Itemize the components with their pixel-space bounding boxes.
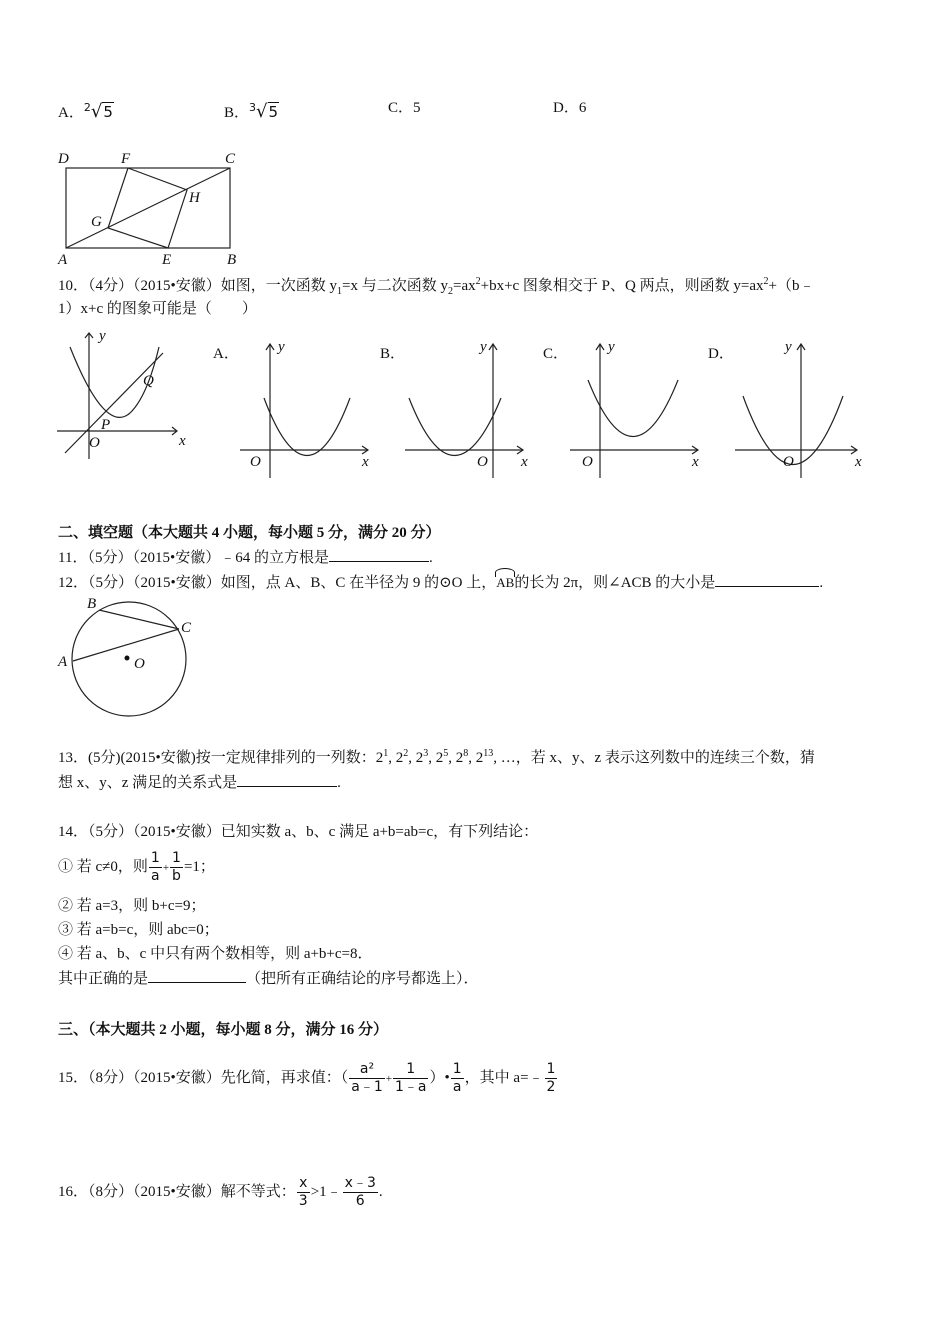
point-q-label: Q	[143, 373, 154, 389]
origin-label: O	[250, 454, 261, 470]
text: , …，若 x、y、z 表示这列数中的连续三个数，猜	[493, 750, 815, 766]
numerator: 1	[452, 1061, 462, 1078]
q10-option-a-label: A．	[213, 346, 239, 362]
sqrt-icon: √	[90, 101, 103, 122]
label-g: G	[91, 214, 102, 230]
text: 想 x、y、z 满足的关系式是	[58, 775, 238, 791]
text: .	[378, 1184, 383, 1200]
label-o: O	[134, 656, 145, 672]
denominator: 2	[546, 1079, 556, 1096]
text: =ax	[452, 278, 476, 294]
q16	[58, 1172, 383, 1212]
axis-y-label: y	[480, 339, 487, 355]
denominator: 1﹣a	[394, 1079, 427, 1096]
fraction	[343, 1175, 378, 1210]
q10-stem-line2: 1）x+c 的图象可能是（ ）	[58, 301, 257, 317]
denominator: 6	[355, 1193, 365, 1210]
q10-main-graph	[55, 325, 195, 465]
superscript: 5	[443, 748, 449, 759]
text: +bx+c 图象相交于 P、Q 两点，则函数 y=ax	[480, 278, 764, 294]
label-c: C	[181, 620, 192, 636]
fraction	[545, 1061, 558, 1096]
q10-option-d-graph	[735, 338, 875, 478]
subscript: 2	[447, 286, 453, 297]
q9-option-c	[388, 98, 421, 118]
text: , 2	[428, 750, 444, 766]
axis-x-label: x	[855, 454, 862, 470]
axis-x-label: x	[179, 433, 186, 449]
option-label: B．	[224, 105, 250, 121]
q14-stem: 14．（5分）（2015•安徽）已知实数 a、b、c 满足 a+b=ab=c，有下列结论：	[58, 824, 539, 840]
text: 13．(5分)(2015•安徽)按一定规律排列的一列数：2	[58, 750, 384, 766]
label-a: A	[58, 654, 68, 670]
q11-answer-blank[interactable]	[329, 547, 429, 562]
superscript: 8	[463, 748, 469, 759]
axis-x-label: x	[362, 454, 369, 470]
section-3-title: 三、（本大题共 2 小题，每小题 8 分，满分 16 分）	[58, 1022, 389, 1038]
superscript: 2	[475, 276, 481, 287]
q11-end: .	[428, 550, 433, 566]
q10-stem-line1	[58, 276, 814, 296]
arc-ab: AB	[496, 571, 514, 593]
fraction	[297, 1175, 310, 1210]
fraction	[170, 850, 183, 885]
superscript: 1	[383, 748, 389, 759]
label-d: D	[58, 151, 69, 167]
q13-line2	[58, 772, 341, 793]
text: 10．（4分）（2015•安徽）如图，一次函数 y	[58, 278, 338, 294]
origin-label: O	[783, 454, 794, 470]
numerator: 1	[546, 1061, 556, 1078]
label-h: H	[189, 190, 200, 206]
label-c: C	[225, 151, 236, 167]
sqrt-icon: √	[256, 101, 268, 122]
q13-answer-blank[interactable]	[237, 772, 337, 787]
point-p-label: P	[101, 417, 111, 433]
text: +（b﹣	[768, 278, 815, 294]
q10-option-d-label: D．	[708, 346, 734, 362]
q12-circle-figure	[55, 595, 205, 720]
q14-conclusion-4: ④ 若 a、b、c 中只有两个数相等，则 a+b+c=8．	[58, 946, 373, 962]
numerator: x﹣3	[344, 1175, 376, 1192]
text: ）•	[429, 1070, 450, 1086]
q12-text: 12．（5分）（2015•安徽）如图，点 A、B、C 在半径为 9 的⊙O 上，	[58, 575, 497, 591]
radical	[84, 103, 114, 121]
numerator: 1	[172, 850, 181, 867]
text: , 2	[388, 750, 404, 766]
label-b: B	[227, 252, 237, 268]
radicand: 5	[103, 103, 113, 121]
axis-x-label: x	[521, 454, 528, 470]
text: =x 与二次函数 y	[342, 278, 448, 294]
q11	[58, 547, 433, 568]
superscript: 2	[403, 748, 409, 759]
text: =1；	[183, 859, 215, 875]
superscript: 13	[483, 748, 494, 759]
section-2-title: 二、填空题（本大题共 4 小题，每小题 5 分，满分 20 分）	[58, 525, 441, 541]
text: ，其中 a=﹣	[464, 1070, 544, 1086]
q12-end: .	[819, 575, 824, 591]
fraction	[393, 1061, 429, 1096]
fraction	[451, 1061, 464, 1096]
axis-y-label: y	[785, 339, 792, 355]
option-value: 6	[578, 100, 587, 116]
q10-option-b-label: B．	[380, 346, 406, 362]
q12-text: 的长为 2π，则∠ACB 的大小是	[514, 575, 716, 591]
option-label: A．	[58, 105, 84, 121]
text: 16．（8分）（2015•安徽）解不等式：	[58, 1184, 296, 1200]
radical-index: 3	[249, 101, 257, 114]
q10-option-a-graph	[240, 338, 380, 478]
q13-line1	[58, 748, 815, 768]
fraction	[149, 850, 162, 885]
denominator: 3	[298, 1193, 308, 1210]
q12	[58, 571, 823, 593]
axis-x-label: x	[692, 454, 699, 470]
label-e: E	[162, 252, 172, 268]
text: （把所有正确结论的序号都选上）．	[246, 971, 479, 987]
text: , 2	[448, 750, 464, 766]
q14-conclusion-3: ③ 若 a=b=c，则 abc=0；	[58, 922, 219, 938]
superscript: 3	[423, 748, 429, 759]
q14-conclusion-1: ① 若 c≠0，则 $\frac{1}{a}$ + $\frac{1}{b}$ =1；	[58, 850, 215, 885]
q10-option-c-label: C．	[543, 346, 569, 362]
text: , 2	[408, 750, 424, 766]
q14-conclusion-2: ② 若 a=3，则 b+c=9；	[58, 898, 206, 914]
denominator: b	[172, 868, 181, 885]
q14-answer-line	[58, 968, 479, 989]
q9-rectangle-figure	[55, 148, 255, 268]
denominator: a	[151, 868, 160, 885]
q15	[58, 1058, 558, 1099]
q10-option-b-graph	[405, 338, 545, 478]
text: 15．（8分）（2015•安徽）先化简，再求值：（	[58, 1070, 349, 1086]
numerator: 1	[393, 1061, 429, 1079]
radical	[249, 103, 279, 121]
text: >1﹣	[310, 1184, 342, 1200]
numerator: a²	[349, 1061, 385, 1079]
label-f: F	[121, 151, 131, 167]
q10-option-c-graph	[570, 338, 710, 478]
axis-y-label: y	[99, 328, 106, 344]
fraction	[349, 1061, 385, 1096]
denominator: a	[452, 1079, 462, 1096]
label-a: A	[58, 252, 68, 268]
origin-label: O	[89, 435, 100, 451]
plus: +	[385, 1073, 392, 1085]
label-b: B	[87, 596, 97, 612]
subscript: 1	[337, 286, 343, 297]
q11-text: 11．（5分）（2015•安徽）﹣64 的立方根是	[58, 550, 329, 566]
q14-answer-blank[interactable]	[148, 968, 246, 983]
origin-label: O	[477, 454, 488, 470]
text: , 2	[468, 750, 484, 766]
origin-label: O	[582, 454, 593, 470]
superscript: 2	[763, 276, 769, 287]
axis-y-label: y	[278, 339, 285, 355]
denominator: a﹣1	[351, 1079, 383, 1096]
q12-answer-blank[interactable]	[715, 572, 819, 587]
q9-option-d	[553, 98, 586, 118]
q9-option-a	[58, 98, 114, 123]
radical-index: 2	[83, 101, 91, 114]
option-label: D．	[553, 100, 579, 116]
option-value: 5	[413, 100, 421, 116]
text: ① 若 c≠0，则	[58, 859, 148, 875]
q9-option-b	[224, 98, 279, 123]
option-label: C．	[388, 100, 414, 116]
numerator: 1	[150, 850, 160, 867]
text: .	[337, 775, 341, 791]
axis-y-label: y	[608, 339, 615, 355]
text: 其中正确的是	[58, 971, 149, 987]
radicand: 5	[268, 103, 279, 121]
numerator: x	[297, 1175, 310, 1193]
